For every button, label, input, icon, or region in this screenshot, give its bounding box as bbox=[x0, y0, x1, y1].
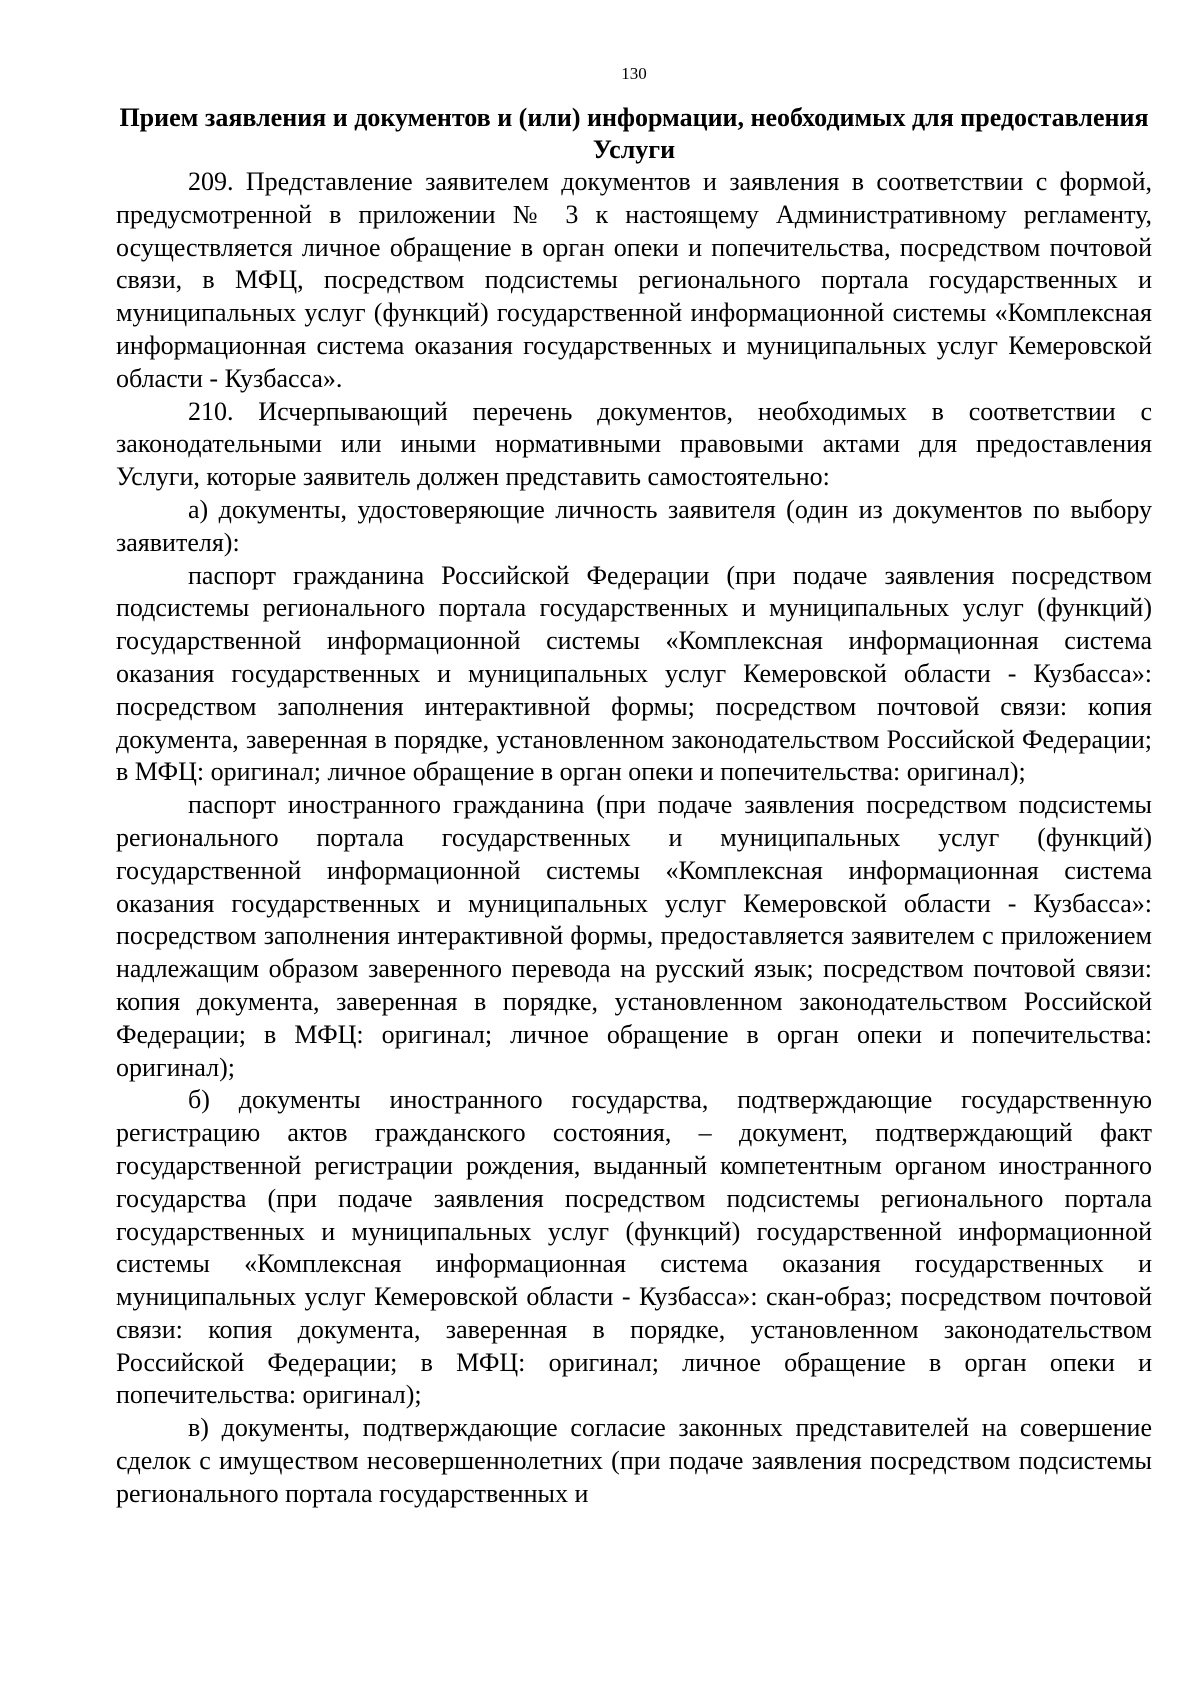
paragraph-russian-passport: паспорт гражданина Российской Федерации (при подаче заявления посредством подсистемы регионального портала государственных и муниципальных услуг (функций) государственной информационной системы «Комплексная информационная система оказания государственных и муниципальных услуг Кемеровской области - Кузбасса»: посредством заполнения интерактивной формы; посредством почтовой связи: копия документа, заверенная в порядке, установленном законодательством Российской Федерации; в МФЦ: оригинал; личное обращение в орган опеки и попечительства: оригинал); bbox=[116, 560, 1152, 787]
paragraph-209: 209. Представление заявителем документов и заявления в соответствии с формой, предусмотренной в приложении № 3 к настоящему Административному регламенту, осуществляется личное обращение в орган опеки и попечительства, посредством почтовой связи, в МФЦ, посредством подсистемы регионального портала государственных и муниципальных услуг (функций) государственной информационной системы «Комплексная информационная система оказания государственных и муниципальных услуг Кемеровской области - Кузбасса». bbox=[116, 167, 1152, 393]
section-heading: Прием заявления и документов и (или) информации, необходимых для предоставления Услуги bbox=[119, 103, 1149, 164]
paragraph-210: 210. Исчерпывающий перечень документов, необходимых в соответствии с законодательными или иными нормативными правовыми актами для предоставления Услуги, которые заявитель должен представить самостоятельно: bbox=[116, 396, 1152, 492]
paragraph-item-a: а) документы, удостоверяющие личность заявителя (один из документов по выбору заявителя): bbox=[116, 494, 1152, 557]
paragraph-item-v: в) документы, подтверждающие согласие законных представителей на совершение сделок с имуществом несовершеннолетних (при подаче заявления посредством подсистемы регионального портала государственных и bbox=[116, 1413, 1152, 1508]
paragraph-foreign-passport: паспорт иностранного гражданина (при подаче заявления посредством подсистемы регионального портала государственных и муниципальных услуг (функций) государственной информационной системы «Комплексная информационная система оказания государственных и муниципальных услуг Кемеровской области - Кузбасса»: посредством заполнения интерактивной формы, предоставляется заявителем с приложением надлежащим образом заверенного перевода на русский язык; посредством почтовой связи: копия документа, заверенная в порядке, установленном законодательством Российской Федерации; в МФЦ: оригинал; личное обращение в орган опеки и попечительства: оригинал); bbox=[116, 790, 1152, 1082]
paragraph-item-b: б) документы иностранного государства, подтверждающие государственную регистрацию актов гражданского состояния, – документ, подтверждающий факт государственной регистрации рождения, выданный компетентным органом иностранного государства (при подаче заявления посредством подсистемы регионального портала государственных и муниципальных услуг (функций) государственной информационной системы «Комплексная информационная система оказания государственных и муниципальных услуг Кемеровской области - Кузбасса»: скан-образ; посредством почтовой связи: копия документа, заверенная в порядке, установленном законодательством Российской Федерации; в МФЦ: оригинал; личное обращение в орган опеки и попечительства: оригинал); bbox=[116, 1085, 1152, 1410]
document-page bbox=[116, 64, 1152, 1511]
page-number: 130 bbox=[621, 64, 647, 83]
